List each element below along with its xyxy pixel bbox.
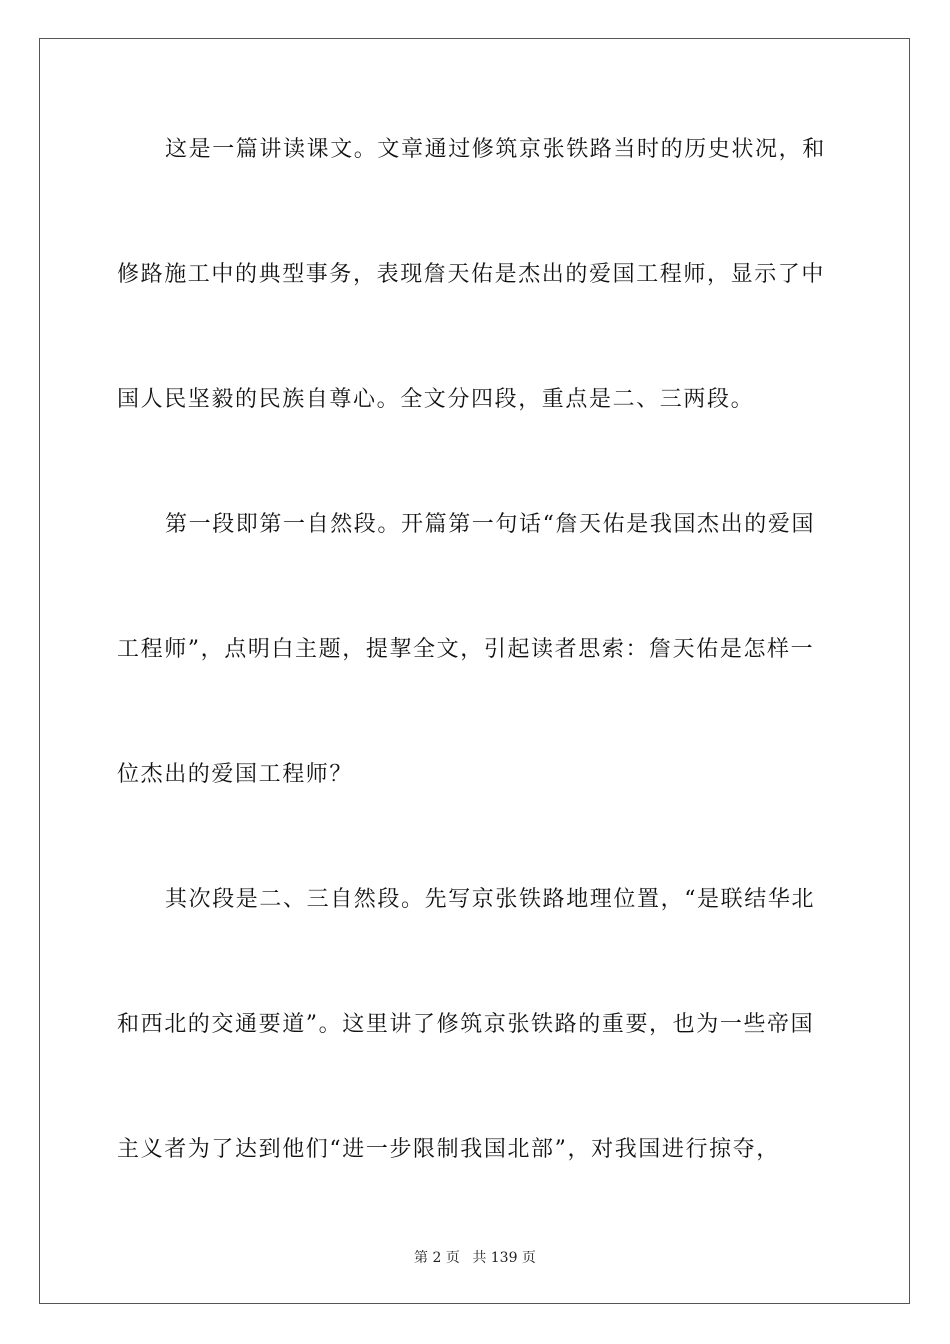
paragraph-2-line-3: 位杰出的爱国工程师？: [117, 762, 354, 787]
total-pages: 共 139 页: [472, 1250, 536, 1266]
paragraph-3-line-1: 其次段是二、三自然段。先写京张铁路地理位置，“是联结华北: [165, 887, 816, 912]
paragraph-3-line-2: 和西北的交通要道”。这里讲了修筑京张铁路的重要，也为一些帝国: [117, 1012, 815, 1037]
paragraph-2-line-2: 工程师”，点明白主题，提挈全文，引起读者思索：詹天佑是怎样一: [117, 637, 815, 662]
document-body: [117, 128, 833, 1253]
paragraph-1-line-3: 国人民坚毅的民族自尊心。全文分四段，重点是二、三两段。: [117, 387, 755, 412]
paragraph-1-line-1: 这是一篇讲读课文。文章通过修筑京张铁路当时的历史状况，和: [165, 137, 826, 162]
page-footer: [0, 1247, 950, 1267]
paragraph-3-line-3: 主义者为了达到他们“进一步限制我国北部”，对我国进行掠夺，: [117, 1137, 780, 1162]
paragraph-1-line-2: 修路施工中的典型事务，表现詹天佑是杰出的爱国工程师，显示了中: [117, 262, 826, 287]
paragraph-2-line-1: 第一段即第一自然段。开篇第一句话“詹天佑是我国杰出的爱国: [165, 512, 816, 537]
page-number: 第 2 页: [414, 1250, 460, 1266]
